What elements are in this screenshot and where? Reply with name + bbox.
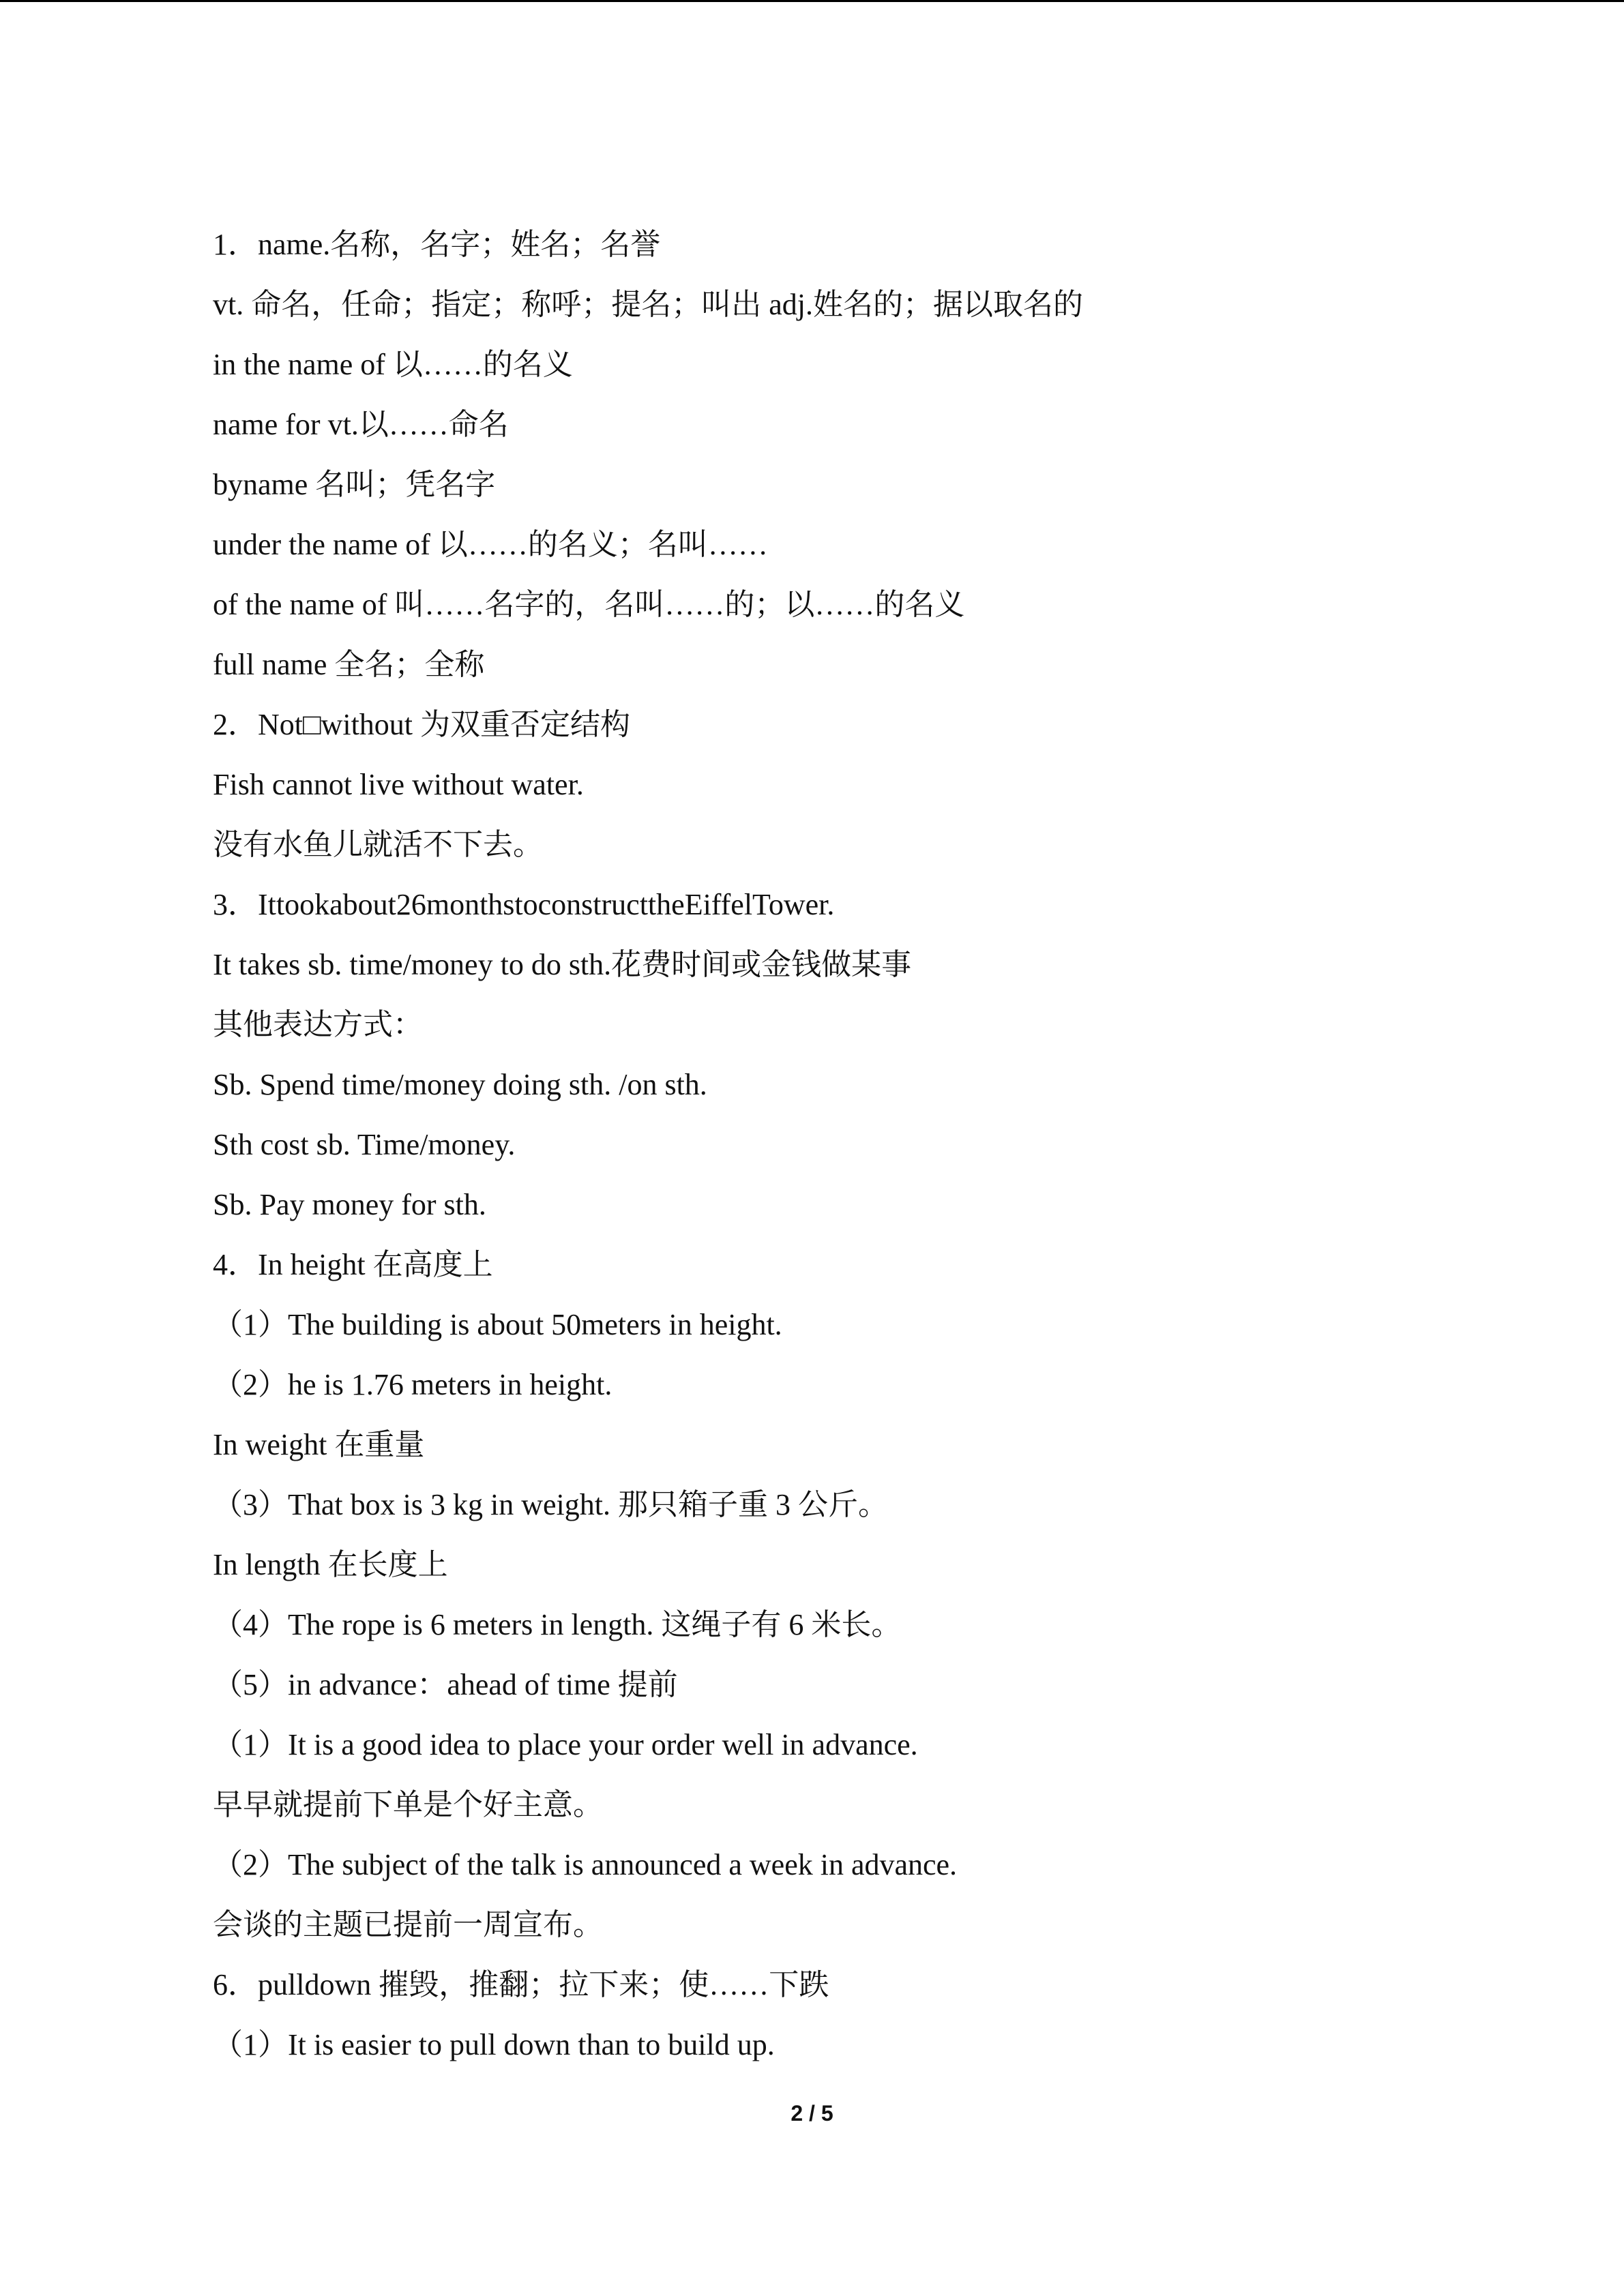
text-line: under the name of 以……的名义；名叫…… bbox=[213, 528, 768, 561]
text-line: （4）The rope is 6 meters in length. 这绳子有 6 米长。 bbox=[213, 1608, 902, 1641]
text-line: （1）It is a good idea to place your order well in advance. bbox=[213, 1728, 918, 1761]
text-line: In weight 在重量 bbox=[213, 1428, 425, 1461]
text-line: 3．Ittookabout26monthstoconstructtheEiffelTower. bbox=[213, 888, 835, 921]
text-line: full name 全名；全称 bbox=[213, 648, 485, 681]
text-line: of the name of 叫……名字的，名叫……的；以……的名义 bbox=[213, 588, 965, 621]
text-line: （2）he is 1.76 meters in height. bbox=[213, 1368, 612, 1401]
text-line: （5）in advance：ahead of time 提前 bbox=[213, 1668, 678, 1701]
text-line: vt. 命名，任命；指定；称呼；提名；叫出 adj.姓名的；据以取名的 bbox=[213, 288, 1083, 321]
text-line: （2）The subject of the talk is announced a week in advance. bbox=[213, 1848, 958, 1881]
text-line: 早早就提前下单是个好主意。 bbox=[213, 1788, 603, 1821]
text-line: 1．name.名称，名字；姓名；名誉 bbox=[213, 228, 661, 261]
text-line: name for vt.以……命名 bbox=[213, 408, 509, 441]
text-line: It takes sb. time/money to do sth.花费时间或金钱做某事 bbox=[213, 948, 912, 981]
text-line: 其他表达方式： bbox=[213, 1008, 423, 1041]
text-line: Fish cannot live without water. bbox=[213, 768, 584, 801]
text-line: 会谈的主题已提前一周宣布。 bbox=[213, 1908, 603, 1941]
text-line: Sb. Spend time/money doing sth. /on sth. bbox=[213, 1068, 707, 1101]
text-line: Sth cost sb. Time/money. bbox=[213, 1128, 516, 1161]
text-line: 2．Not□without 为双重否定结构 bbox=[213, 708, 631, 741]
page-content bbox=[213, 215, 1509, 2075]
text-line: Sb. Pay money for sth. bbox=[213, 1188, 486, 1221]
page-number: 2 / 5 bbox=[791, 2101, 833, 2126]
text-line: （3）That box is 3 kg in weight. 那只箱子重 3 公斤。 bbox=[213, 1488, 888, 1521]
text-line: （1）It is easier to pull down than to build up. bbox=[213, 2028, 775, 2061]
text-line: 没有水鱼儿就活不下去。 bbox=[213, 828, 543, 861]
text-line: （1）The building is about 50meters in height. bbox=[213, 1308, 782, 1341]
text-line: 6．pulldown 摧毁，推翻；拉下来；使……下跌 bbox=[213, 1968, 829, 2001]
text-line: In length 在长度上 bbox=[213, 1548, 448, 1581]
text-line: 4．In height 在高度上 bbox=[213, 1248, 493, 1281]
text-line: in the name of 以……的名义 bbox=[213, 348, 573, 381]
text-line: byname 名叫；凭名字 bbox=[213, 468, 496, 501]
